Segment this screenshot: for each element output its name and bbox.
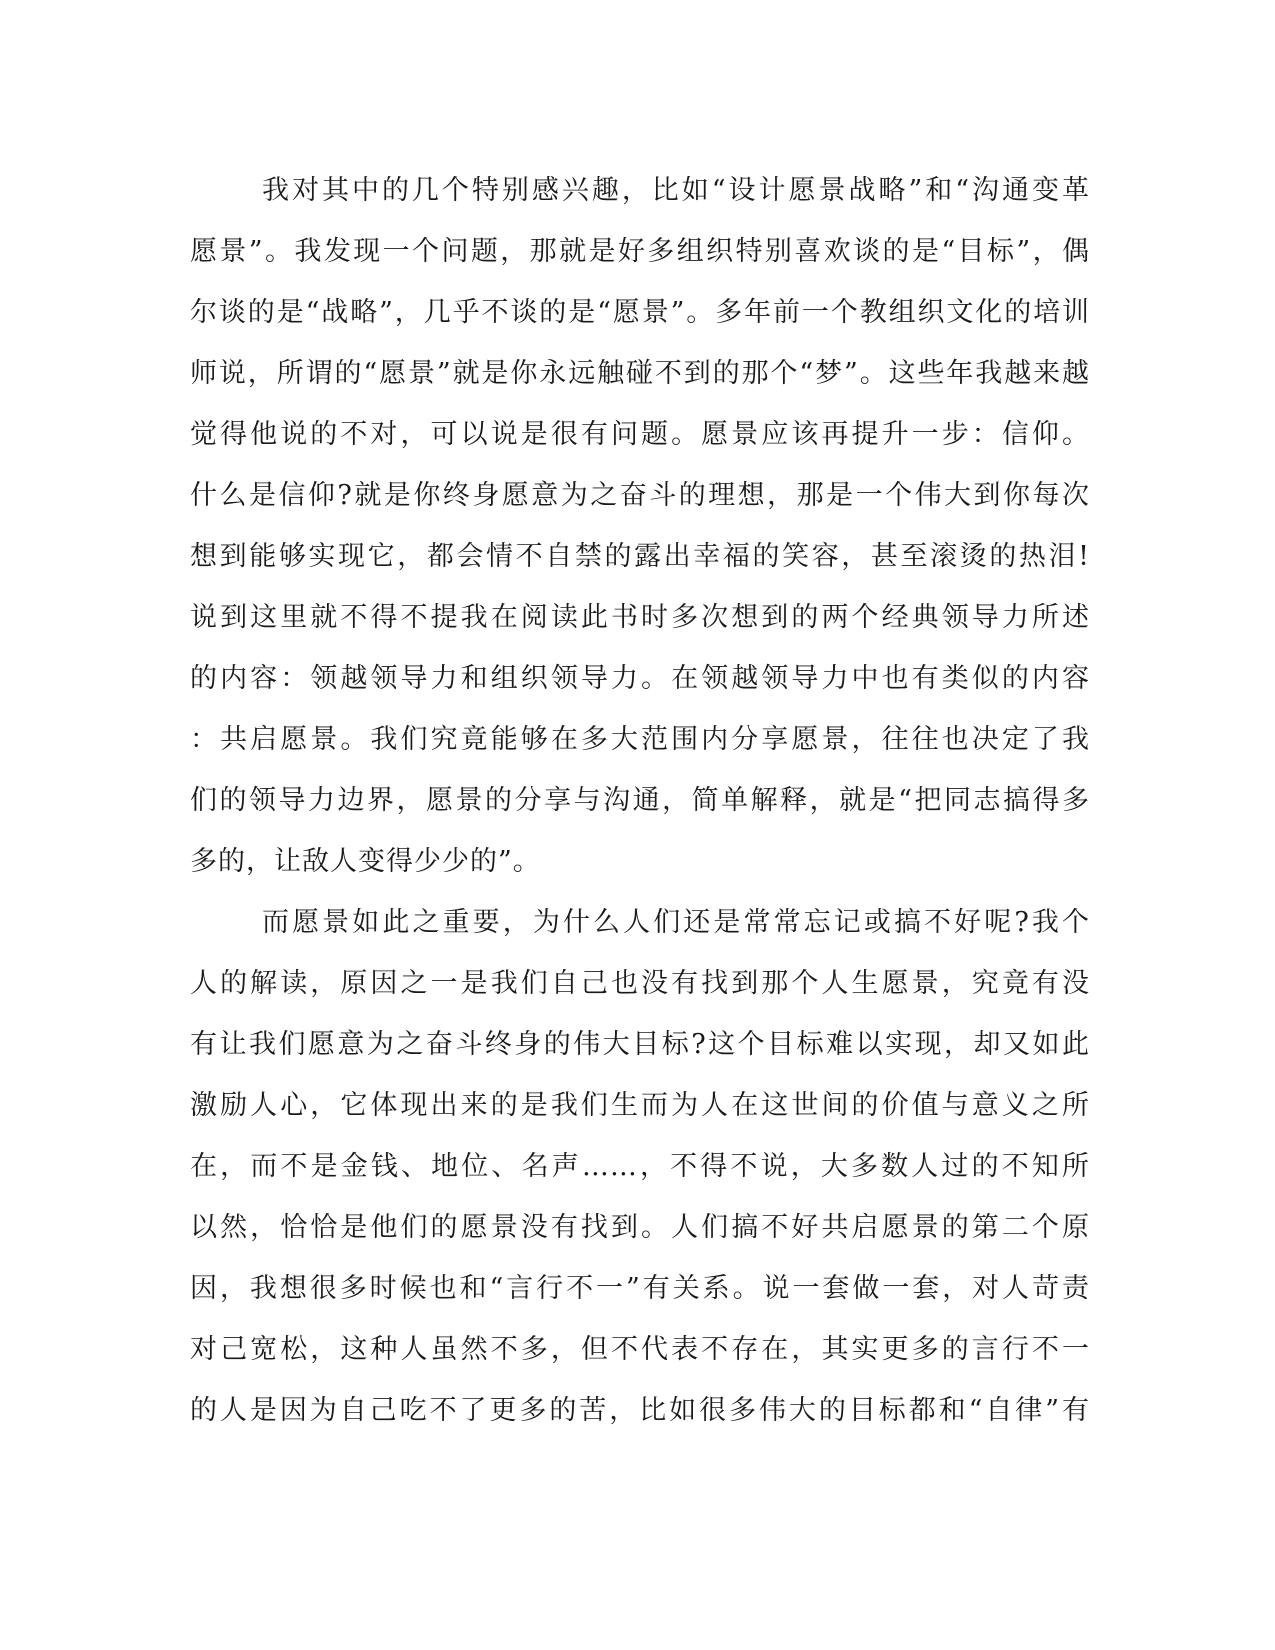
- text-line: 的内容：领越领导力和组织领导力。在领越领导力中也有类似的内容: [190, 663, 1090, 694]
- text-line: 多的，让敌人变得少少的”。: [190, 846, 541, 877]
- text-line: 而愿景如此之重要，为什么人们还是常常忘记或搞不好呢?我个: [262, 907, 1090, 938]
- text-line: 激励人心，它体现出来的是我们生而为人在这世间的价值与意义之所: [190, 1090, 1090, 1121]
- text-line: 因，我想很多时候也和“言行不一”有关系。说一套做一套，对人苛责: [190, 1273, 1090, 1304]
- text-line: 有让我们愿意为之奋斗终身的伟大目标?这个目标难以实现，却又如此: [190, 1029, 1090, 1060]
- document-body: [190, 160, 1090, 1441]
- text-line: 想到能够实现它，都会情不自禁的露出幸福的笑容，甚至滚烫的热泪!: [190, 541, 1090, 572]
- text-line: 人的解读，原因之一是我们自己也没有找到那个人生愿景，究竟有没: [190, 968, 1090, 999]
- text-line: 什么是信仰?就是你终身愿意为之奋斗的理想，那是一个伟大到你每次: [190, 480, 1090, 511]
- paragraph-2: [190, 892, 1090, 1441]
- text-line: 尔谈的是“战略”，几乎不谈的是“愿景”。多年前一个教组织文化的培训: [190, 297, 1090, 328]
- text-line: 说到这里就不得不提我在阅读此书时多次想到的两个经典领导力所述: [190, 602, 1090, 633]
- text-line: 的人是因为自己吃不了更多的苦，比如很多伟大的目标都和“自律”有: [190, 1395, 1090, 1426]
- text-line: 师说，所谓的“愿景”就是你永远触碰不到的那个“梦”。这些年我越来越: [190, 358, 1090, 389]
- paragraph-1: [190, 160, 1090, 892]
- text-line: 们的领导力边界，愿景的分享与沟通，简单解释，就是“把同志搞得多: [190, 785, 1090, 816]
- text-line: ：共启愿景。我们究竟能够在多大范围内分享愿景，往往也决定了我: [190, 724, 1090, 755]
- text-line: 在，而不是金钱、地位、名声……，不得不说，大多数人过的不知所: [190, 1151, 1090, 1182]
- text-line: 以然，恰恰是他们的愿景没有找到。人们搞不好共启愿景的第二个原: [190, 1212, 1090, 1243]
- text-line: 觉得他说的不对，可以说是很有问题。愿景应该再提升一步：信仰。: [190, 419, 1090, 450]
- text-line: 我对其中的几个特别感兴趣，比如“设计愿景战略”和“沟通变革: [262, 175, 1090, 206]
- text-line: 愿景”。我发现一个问题，那就是好多组织特别喜欢谈的是“目标”，偶: [190, 236, 1090, 267]
- text-line: 对己宽松，这种人虽然不多，但不代表不存在，其实更多的言行不一: [190, 1334, 1090, 1365]
